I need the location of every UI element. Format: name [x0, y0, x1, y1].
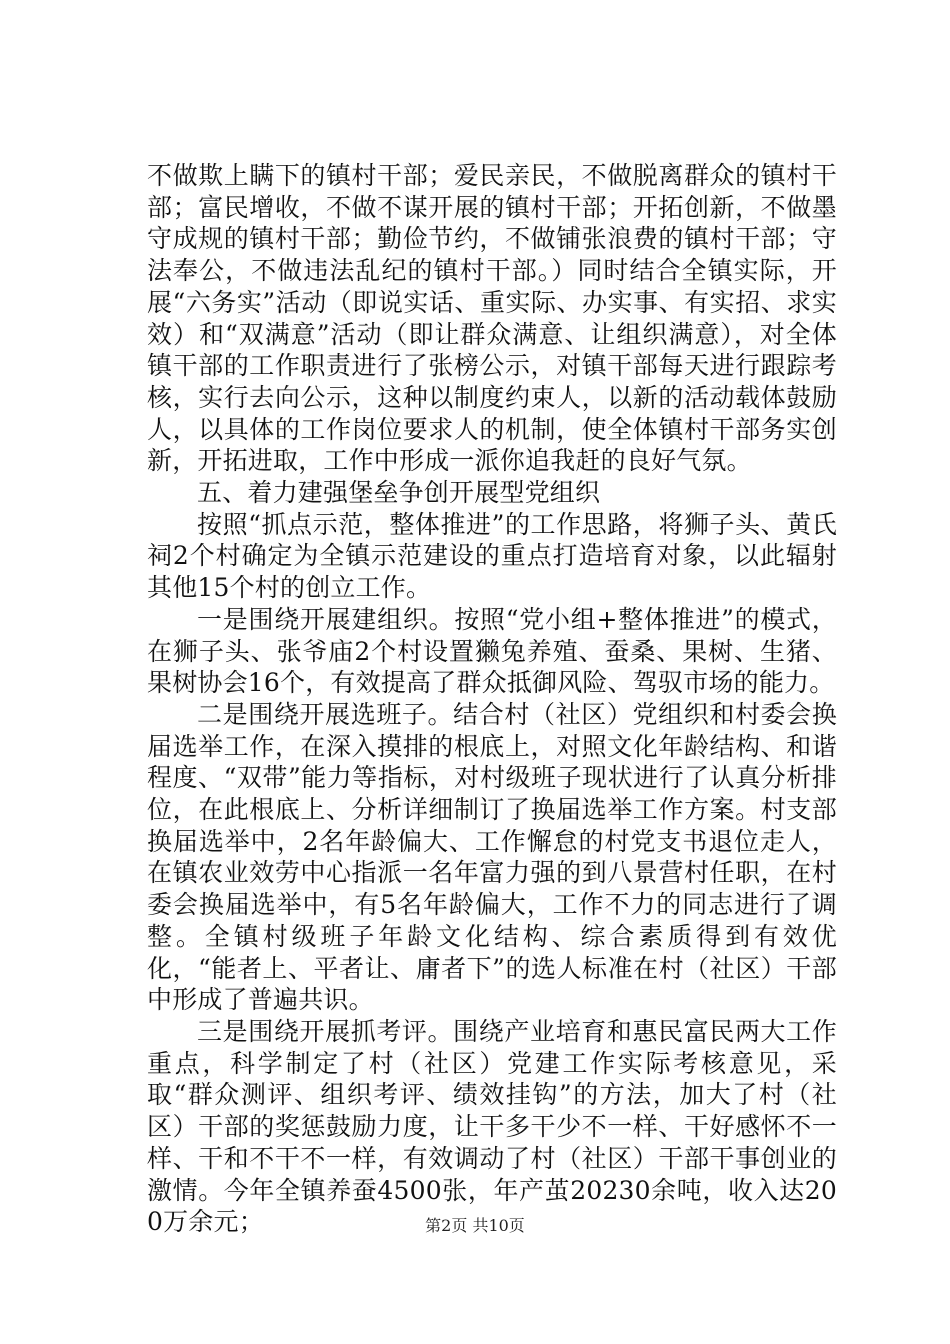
paragraph: 三是围绕开展抓考评。围绕产业培育和惠民富民两大工作重点，科学制定了村（社区）党建工作实际考核意见，采取“群众测评、组织考评、绩效挂钩”的方法，加大了村（社区）干部的奖惩鼓励力度，让干多干少不一样、干好感怀不一样、干和不干不一样，有效调动了村（社区）干部干事创业的激情。今年全镇养蚕4500张，年产茧20230余吨，收入达200万余元；: [147, 1016, 837, 1237]
paragraph: 一是围绕开展建组织。按照“党小组+整体推进”的模式，在狮子头、张爷庙2个村设置獭兔养殖、蚕桑、果树、生猪、果树协会16个，有效提高了群众抵御风险、驾驭市场的能力。: [147, 604, 837, 698]
paragraph: 按照“抓点示范，整体推进”的工作思路，将狮子头、黄氏祠2个村确定为全镇示范建设的重点打造培育对象，以此辐射其他15个村的创立工作。: [147, 509, 837, 603]
page-number-footer: 第2页 共10页: [425, 1216, 525, 1235]
paragraph: 二是围绕开展选班子。结合村（社区）党组织和村委会换届选举工作，在深入摸排的根底上，对照文化年龄结构、和谐程度、“双带”能力等指标，对村级班子现状进行了认真分析排位，在此根底上、分析详细制订了换届选举工作方案。村支部换届选举中，2名年龄偏大、工作懈怠的村党支书退位走人，在镇农业效劳中心指派一名年富力强的到八景营村任职，在村委会换届选举中，有5名年龄偏大，工作不力的同志进行了调整。全镇村级班子年龄文化结构、综合素质得到有效优化，“能者上、平者让、庸者下”的选人标准在村（社区）干部中形成了普遍共识。: [147, 699, 837, 1015]
paragraph-continued: 不做欺上瞒下的镇村干部；爱民亲民，不做脱离群众的镇村干部；富民增收，不做不谋开展的镇村干部；开拓创新，不做墨守成规的镇村干部；勤俭节约，不做铺张浪费的镇村干部；守法奉公，不做违法乱纪的镇村干部。）同时结合全镇实际，开展“六务实”活动（即说实话、重实际、办实事、有实招、求实效）和“双满意”活动（即让群众满意、让组织满意），对全体镇干部的工作职责进行了张榜公示，对镇干部每天进行跟踪考核，实行去向公示，这种以制度约束人，以新的活动载体鼓励人，以具体的工作岗位要求人的机制，使全体镇村干部务实创新，开拓进取，工作中形成一派你追我赶的良好气氛。: [147, 161, 837, 476]
section-heading: 五、着力建强堡垒争创开展型党组织: [197, 478, 601, 508]
document-body: [147, 160, 837, 1238]
